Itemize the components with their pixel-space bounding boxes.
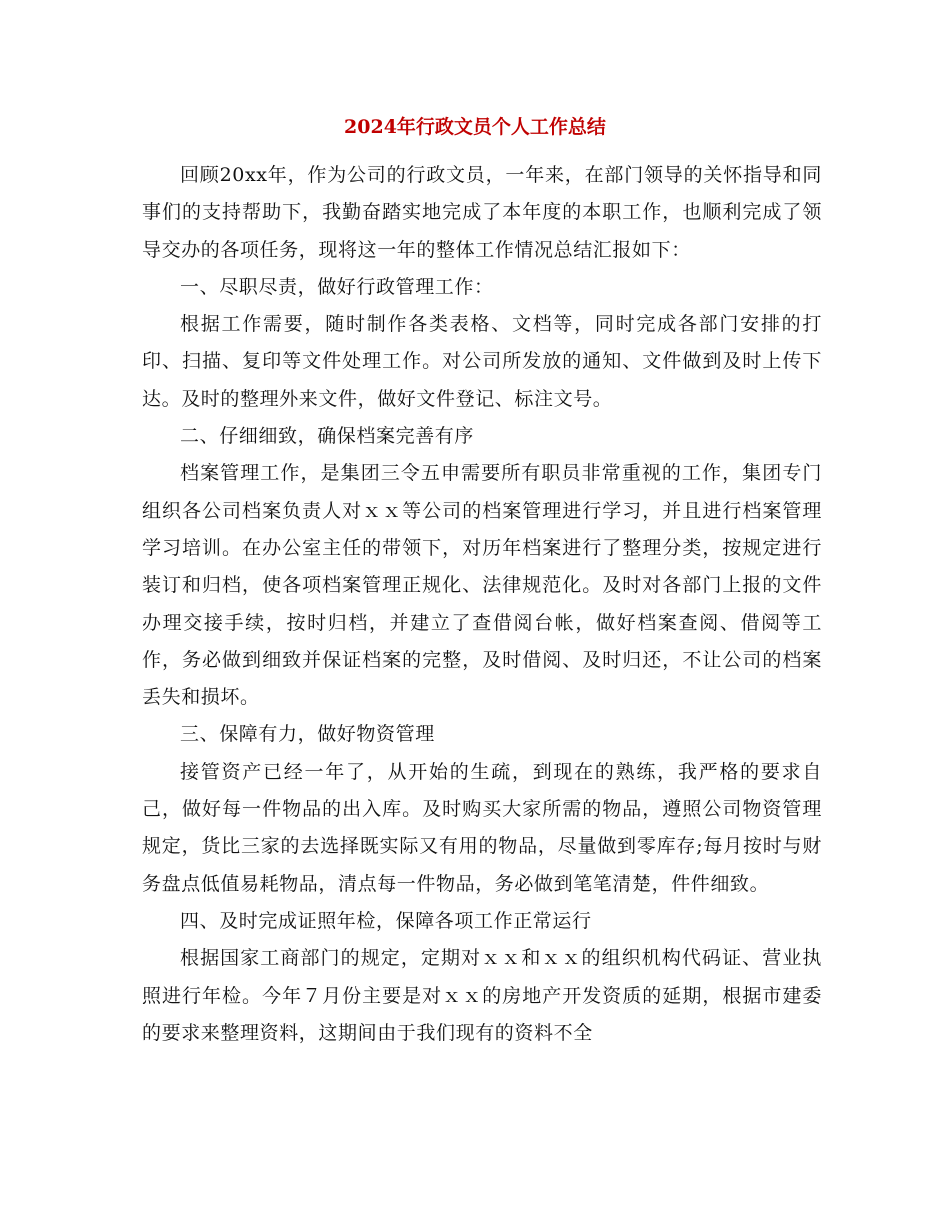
paragraph-section-3: 接管资产已经一年了，从开始的生疏，到现在的熟练，我严格的要求自己，做好每一件物品的出入库。及时购买大家所需的物品，遵照公司物资管理规定，货比三家的去选择既实际又有用的物品，尽量做到零库存;每月按时与财务盘点低值易耗物品，清点每一件物品，务必做到笔笔清楚，件件细致。 bbox=[142, 760, 822, 895]
paragraph-section-2: 档案管理工作，是集团三令五申需要所有职员非常重视的工作，集团专门组织各公司档案负责人对ｘｘ等公司的档案管理进行学习，并且进行档案管理学习培训。在办公室主任的带领下，对历年档案进行了整理分类，按规定进行装订和归档，使各项档案管理正规化、法律规范化。及时对各部门上报的文件办理交接手续，按时归档，并建立了查借阅台帐，做好档案查阅、借阅等工作，务必做到细致并保证档案的完整，及时借阅、及时归还，不让公司的档案丢失和损坏。 bbox=[142, 462, 822, 709]
section-heading-2: 二、仔细细致，确保档案完善有序 bbox=[180, 425, 475, 448]
paragraph-intro: 回顾20xx年，作为公司的行政文员，一年来，在部门领导的关怀指导和同事们的支持帮助下，我勤奋踏实地完成了本年度的本职工作，也顺利完成了领导交办的各项任务，现将这一年的整体工作情况总结汇报如下： bbox=[142, 164, 822, 261]
paragraph-section-4: 根据国家工商部门的规定，定期对ｘｘ和ｘｘ的组织机构代码证、营业执照进行年检。今年７月份主要是对ｘｘ的房地产开发资质的延期，根据市建委的要求来整理资料，这期间由于我们现有的资料不全 bbox=[142, 947, 822, 1044]
document-title: 2024年行政文员个人工作总结 bbox=[344, 116, 606, 138]
section-heading-4: 四、及时完成证照年检，保障各项工作正常运行 bbox=[180, 909, 592, 932]
section-heading-1: 一、尽职尽责，做好行政管理工作： bbox=[180, 275, 494, 298]
section-heading-3: 三、保障有力，做好物资管理 bbox=[180, 723, 435, 746]
document-body bbox=[142, 157, 822, 1052]
paragraph-section-1: 根据工作需要，随时制作各类表格、文档等，同时完成各部门安排的打印、扫描、复印等文件处理工作。对公司所发放的通知、文件做到及时上传下达。及时的整理外来文件，做好文件登记、标注文号。 bbox=[142, 313, 822, 410]
